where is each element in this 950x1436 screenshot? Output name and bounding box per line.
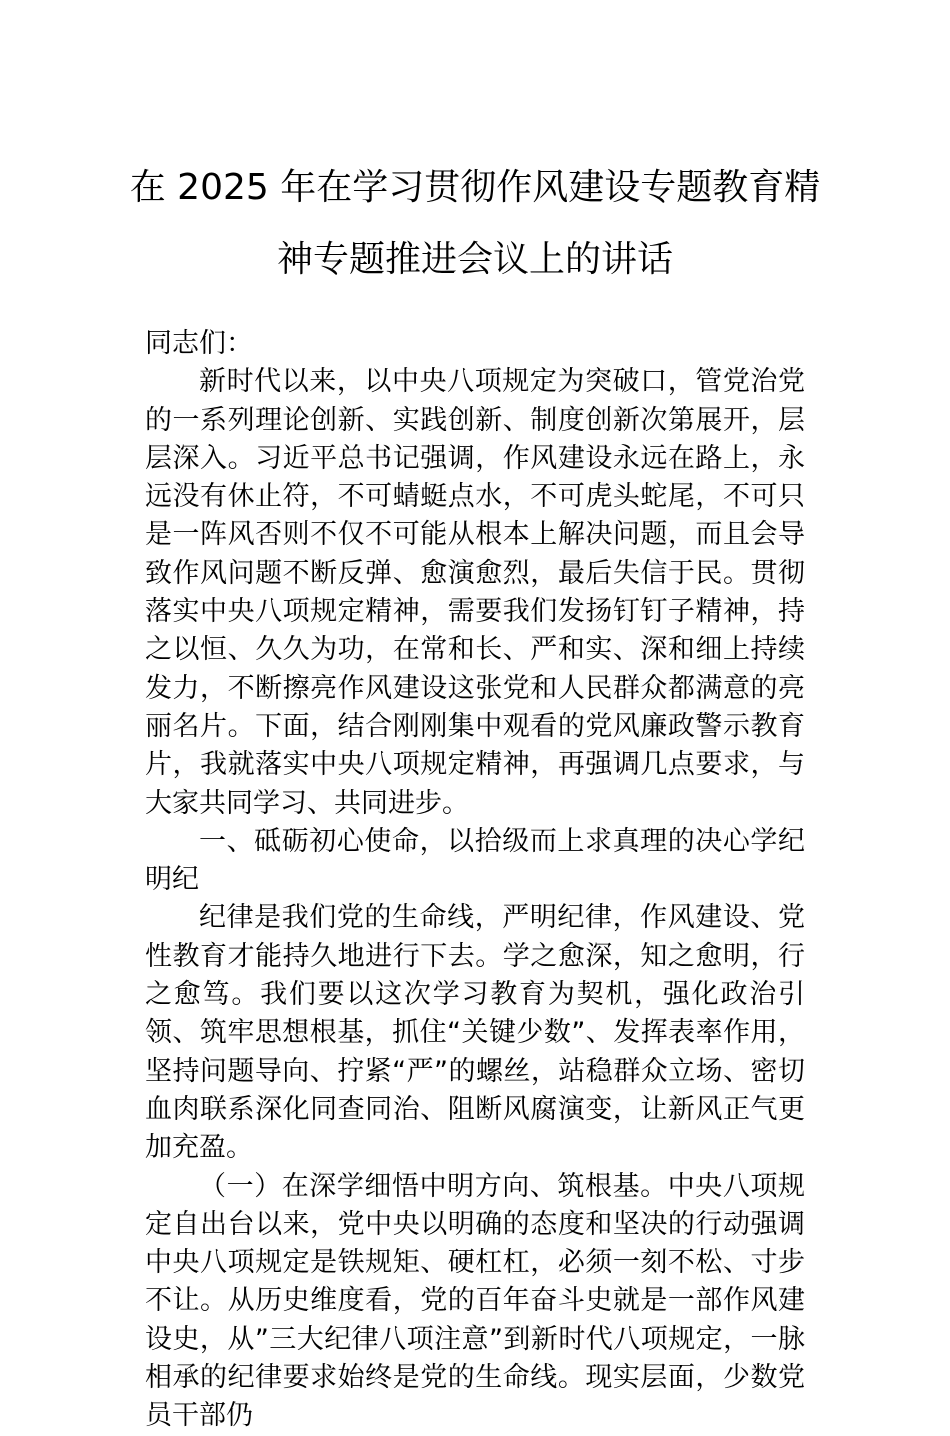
salutation: 同志们： — [145, 328, 253, 359]
document-title-line-1: 在 2025 年在学习贯彻作风建设专题教育精 — [129, 167, 821, 208]
document-title-line-2: 神专题推进会议上的讲话 — [276, 239, 673, 280]
subsection-paragraph-1: （一）在深学细悟中明方向、筑根基。中央八项规定自出台以来，党中央以明确的态度和坚决的行动强调中央八项规定是铁规矩、硬杠杠，必须一刻不松、寸步不让。从历史维度看，党的百年奋斗史就是一部作风建设史，从”三大纪律八项注意”到新时代八项规定，一脉相承的纪律要求始终是党的生命线。现实层面，少数党员干部仍 — [145, 1170, 805, 1432]
paragraph-intro: 新时代以来，以中央八项规定为突破口，管党治党的一系列理论创新、实践创新、制度创新次第展开，层层深入。习近平总书记强调，作风建设永远在路上，永远没有休止符，不可蜻蜓点水，不可虎头蛇尾，不可只是一阵风否则不仅不可能从根本上解决问题，而且会导致作风问题不断反弹、愈演愈烈，最后失信于民。贯彻落实中央八项规定精神，需要我们发扬钉钉子精神，持之以恒、久久为功，在常和长、严和实、深和细上持续发力，不断擦亮作风建设这张党和人民群众都满意的亮丽名片。下面，结合刚刚集中观看的党风廉政警示教育片，我就落实中央八项规定精神，再强调几点要求，与大家共同学习、共同进步。 — [145, 366, 805, 819]
paragraph-discipline: 纪律是我们党的生命线，严明纪律，作风建设、党性教育才能持久地进行下去。学之愈深，知之愈明，行之愈笃。我们要以这次学习教育为契机，强化政治引领、筑牢思想根基，抓住“关键少数”、发挥表率作用，坚持问题导向、拧紧“严”的螺丝，站稳群众立场、密切血肉联系深化同查同治、阻断风腐演变，让新风正气更加充盈。 — [145, 902, 805, 1164]
section-heading-1: 一、砥砺初心使命，以拾级而上求真理的决心学纪明纪 — [145, 825, 805, 896]
document-body — [145, 325, 805, 1436]
